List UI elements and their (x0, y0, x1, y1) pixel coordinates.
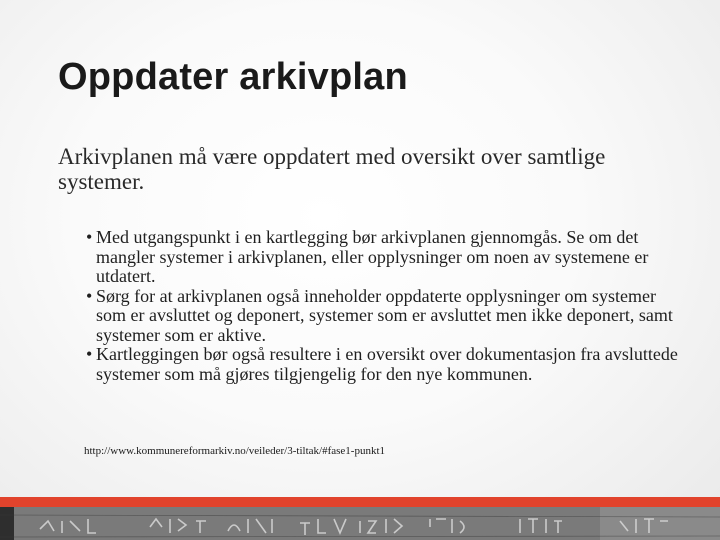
slide-title: Oppdater arkivplan (58, 56, 408, 98)
bullet-item: • Med utgangspunkt i en kartlegging bør arkivplanen gjennomgås. Se om det mangler systemer i arkivplanen, eller opplysninger om noen av systemene er utdatert. (86, 228, 686, 287)
handwritten-archive-image (0, 507, 720, 540)
bullet-item: • Kartleggingen bør også resultere i en oversikt over dokumentasjon fra avsluttede systemer som må gjøres tilgjengelig for den nye kommunen. (86, 345, 686, 384)
bullet-list (86, 228, 686, 384)
source-link[interactable]: http://www.kommunereformarkiv.no/veileder/3-tiltak/#fase1-punkt1 (84, 445, 385, 457)
intro-paragraph: Arkivplanen må være oppdatert med oversikt over samtlige systemer. (58, 144, 606, 194)
accent-divider (0, 497, 720, 507)
bullet-item: • Sørg for at arkivplanen også inneholder oppdaterte opplysninger om systemer som er avsluttet og deponert, systemer som er avsluttet men ikke deponert, samt systemer som er aktive. (86, 287, 686, 346)
decorative-photo-strip (0, 507, 720, 540)
